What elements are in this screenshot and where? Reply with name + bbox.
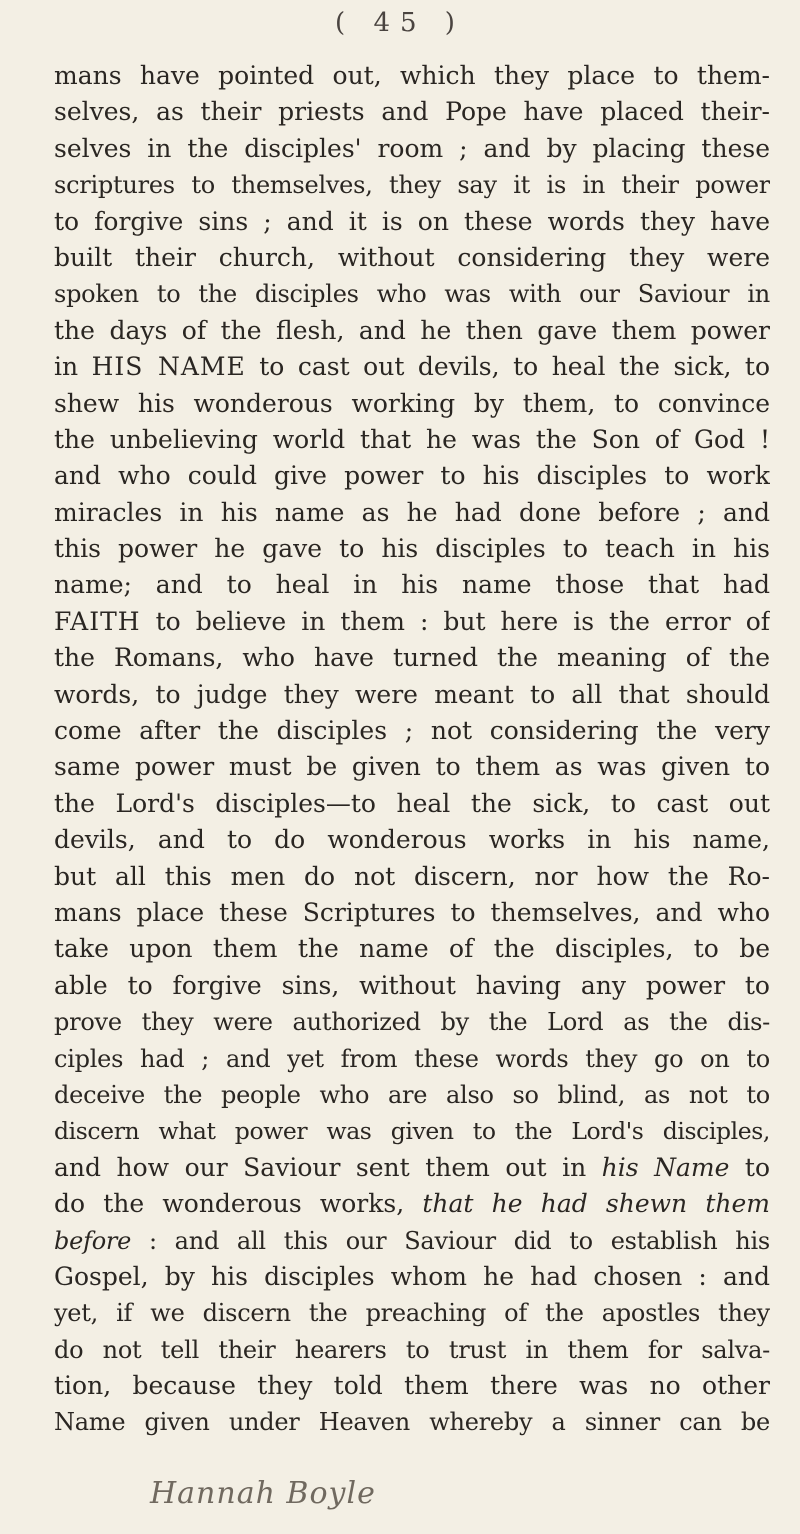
emphasis-his-name-italic: his Name — [601, 1152, 730, 1182]
text-line: scriptures to themselves, they say it is in their power — [54, 171, 770, 200]
text-line: same power must be given to them as was given to — [54, 752, 770, 782]
text-line: mans place these Scriptures to themselves, and who — [54, 897, 770, 927]
text-line: spoken to the disciples who was with our Saviour in — [54, 280, 770, 309]
text-line: the Lord's disciples—to heal the sick, to cast out — [54, 788, 770, 818]
text-line: miracles in his name as he had done before ; and — [54, 497, 770, 527]
text-line: FAITH to believe in them : but here is the error of — [54, 606, 770, 636]
text-line: do not tell their hearers to trust in them for salva- — [54, 1335, 770, 1364]
text-line: devils, and to do wonderous works in his name, — [54, 825, 770, 855]
text-line: Gospel, by his disciples whom he had chosen : and — [54, 1261, 770, 1291]
text-line: in HIS NAME to cast out devils, to heal the sick, to — [54, 352, 770, 382]
text-line: come after the disciples ; not considering the very — [54, 716, 770, 746]
text-line: to forgive sins ; and it is on these words they have — [54, 206, 770, 236]
text-line: before : and all this our Saviour did to establish his — [54, 1226, 770, 1255]
text-line: and how our Saviour sent them out in his Name to — [54, 1152, 770, 1182]
emphasis-italic-phrase: that he had shewn them — [422, 1189, 770, 1219]
text-line: shew his wonderous working by them, to convince — [54, 388, 770, 418]
text-line: tion, because they told them there was no other — [54, 1371, 770, 1401]
body-text — [54, 58, 770, 1441]
text-line: the days of the flesh, and he then gave them power — [54, 315, 770, 345]
text-line: built their church, without considering they were — [54, 242, 770, 272]
text-line: and who could give power to his disciples to work — [54, 461, 770, 491]
text-line: the Romans, who have turned the meaning of the — [54, 643, 770, 673]
text-line: this power he gave to his disciples to teach in his — [54, 534, 770, 564]
text-line: name; and to heal in his name those that had — [54, 570, 770, 600]
text-line: take upon them the name of the disciples, to be — [54, 934, 770, 964]
text-line: do the wonderous works, that he had shewn them — [54, 1189, 770, 1219]
text-line: yet, if we discern the preaching of the apostles they — [54, 1299, 770, 1328]
text-line: prove they were authorized by the Lord as the dis- — [54, 1008, 770, 1037]
page-number: ( 45 ) — [335, 8, 465, 38]
text-line: but all this men do not discern, nor how the Ro- — [54, 861, 770, 891]
handwritten-signature: Hannah Boyle — [150, 1476, 376, 1511]
emphasis-his-name: HIS NAME — [91, 352, 246, 382]
text-line: Name given under Heaven whereby a sinner can be — [54, 1408, 770, 1437]
text-line: the unbelieving world that he was the Son of God ! — [54, 424, 770, 454]
text-line: discern what power was given to the Lord's disciples, — [54, 1117, 770, 1146]
text-line: selves in the disciples' room ; and by placing these — [54, 133, 770, 163]
text-line: able to forgive sins, without having any power to — [54, 970, 770, 1000]
text-line: words, to judge they were meant to all that should — [54, 679, 770, 709]
text-line: mans have pointed out, which they place to them- — [54, 61, 770, 90]
text-line: ciples had ; and yet from these words they go on to — [54, 1044, 770, 1073]
emphasis-before: before — [54, 1226, 132, 1255]
text-line: deceive the people who are also so blind, as not to — [54, 1080, 770, 1109]
emphasis-faith: FAITH — [54, 606, 141, 636]
text-line: selves, as their priests and Pope have placed their- — [54, 97, 770, 127]
